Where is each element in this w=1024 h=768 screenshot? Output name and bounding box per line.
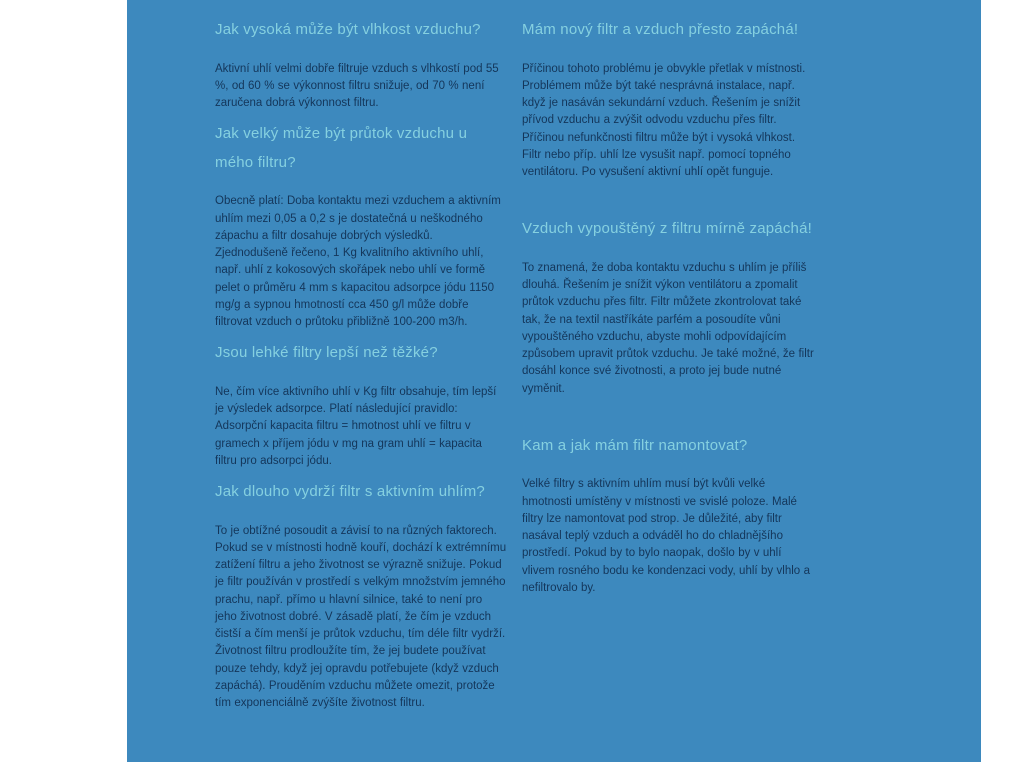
faq-item bbox=[522, 16, 814, 181]
faq-question: Jak velký může být průtok vzduchu u mého filtru? bbox=[215, 125, 468, 171]
faq-question: Jsou lehké filtry lepší než těžké? bbox=[215, 344, 438, 362]
faq-item bbox=[215, 339, 507, 470]
faq-answer: Aktivní uhlí velmi dobře filtruje vzduch s vlhkostí pod 55 %, od 60 % se výkonnost filtru snižuje, od 70 % není zaručena dobrá výkonnost filtru. bbox=[215, 62, 499, 109]
faq-question: Jak dlouho vydrží filtr s aktivním uhlím? bbox=[215, 483, 485, 500]
faq-item bbox=[215, 16, 507, 112]
faq-question: Vzduch vypouštěný z filtru mírně zapáchá! bbox=[522, 220, 813, 238]
faq-question: Mám nový filtr a vzduch přesto zapáchá! bbox=[522, 21, 799, 38]
faq-answer: Obecně platí: Doba kontaktu mezi vzduchem a aktivním uhlím mezi 0,05 a 0,2 s je dostatečná u neškodného zápachu a filtr dosahuje dobrých výsledků. Zjednodušeně řečeno, 1 Kg kvalitního aktivního uhlí, např. uhlí z kokosových skořápek nebo uhlí ve formě pelet o průměru 4 mm s kapacitou adsorpce jódu 1150 mg/g a sypnou hmotností cca 450 g/l může dobře filtrovat vzduch o průtoku přibližně 100-200 m3/h. bbox=[215, 195, 501, 328]
faq-item bbox=[522, 432, 814, 597]
faq-answer: To je obtížné posoudit a závisí to na různých faktorech. Pokud se v místnosti hodně kouří, dochází k extrémnímu zatížení filtru a jeho životnost se výrazně snižuje. Pokud je filtr používán v prostředí s velkým množstvím jemného prachu, např. přímo u hlavní silnice, také to není pro jeho životnost dobré. V zásadě platí, že čím je vzduch čistší a čím menší je průtok vzduchu, tím déle filtr vydrží. Životnost filtru prodloužíte tím, že jej budete používat pouze tehdy, když jej opravdu potřebujete (když vzduch zapáchá). Prouděním vzduchu můžete omezit, protože tím exponenciálně zvýšíte životnost filtru. bbox=[215, 524, 507, 709]
faq-answer: Ne, čím více aktivního uhlí v Kg filtr obsahuje, tím lepší je výsledek adsorpce. Platí následující pravidlo: Adsorpční kapacita filtru = hmotnost uhlí ve filtru v gramech x příjem jódu v mg na gram uhlí = kapacita filtru pro adsorpci jódu. bbox=[215, 385, 497, 467]
faq-answer: Velké filtry s aktivním uhlím musí být kvůli velké hmotnosti umístěny v místnosti ve svislé poloze. Malé filtry lze namontovat pod strop. Je důležité, aby filtr nasával teplý vzduch a odváděl ho do chladnějšího prostředí. Pokud by to bylo naopak, došlo by v uhlí vlivem rosného bodu ke kondenzaci vody, uhlí by vlhlo a nefiltrovalo by. bbox=[522, 478, 810, 594]
faq-item bbox=[215, 478, 507, 712]
content-canvas bbox=[127, 0, 981, 762]
faq-question: Kam a jak mám filtr namontovat? bbox=[522, 436, 748, 454]
faq-column-left bbox=[215, 16, 507, 712]
faq-answer: Příčinou tohoto problému je obvykle přetlak v místnosti. Problémem může být také nesprávná instalace, např. když je nasáván sekundární vzduch. Řešením je snížit přívod vzduchu a zvýšit odvodu vzduchu přes filtr. Příčinou nefunkčnosti filtru může být i vysoká vlhkost. Filtr nebo příp. uhlí lze vysušit např. pomocí topného ventilátoru. Po vysušení aktivní uhlí opět funguje. bbox=[522, 62, 806, 178]
faq-column-right bbox=[522, 16, 814, 597]
faq-question: Jak vysoká může být vlhkost vzduchu? bbox=[215, 21, 481, 38]
faq-item bbox=[522, 215, 814, 398]
faq-answer: To znamená, že doba kontaktu vzduchu s uhlím je příliš dlouhá. Řešením je snížit výkon ventilátoru a zpomalit průtok vzduchu přes filtr. Filtr můžete zkontrolovat také tak, že na textil nastříkáte parfém a posoudíte vůni vypouštěného vzduchu, abyste mohli odpovídajícím způsobem upravit průtok vzduchu. Je také možné, že filtr dosáhl konce své životnosti, a proto jej bude nutné vyměnit. bbox=[522, 261, 814, 395]
faq-item bbox=[215, 120, 507, 331]
